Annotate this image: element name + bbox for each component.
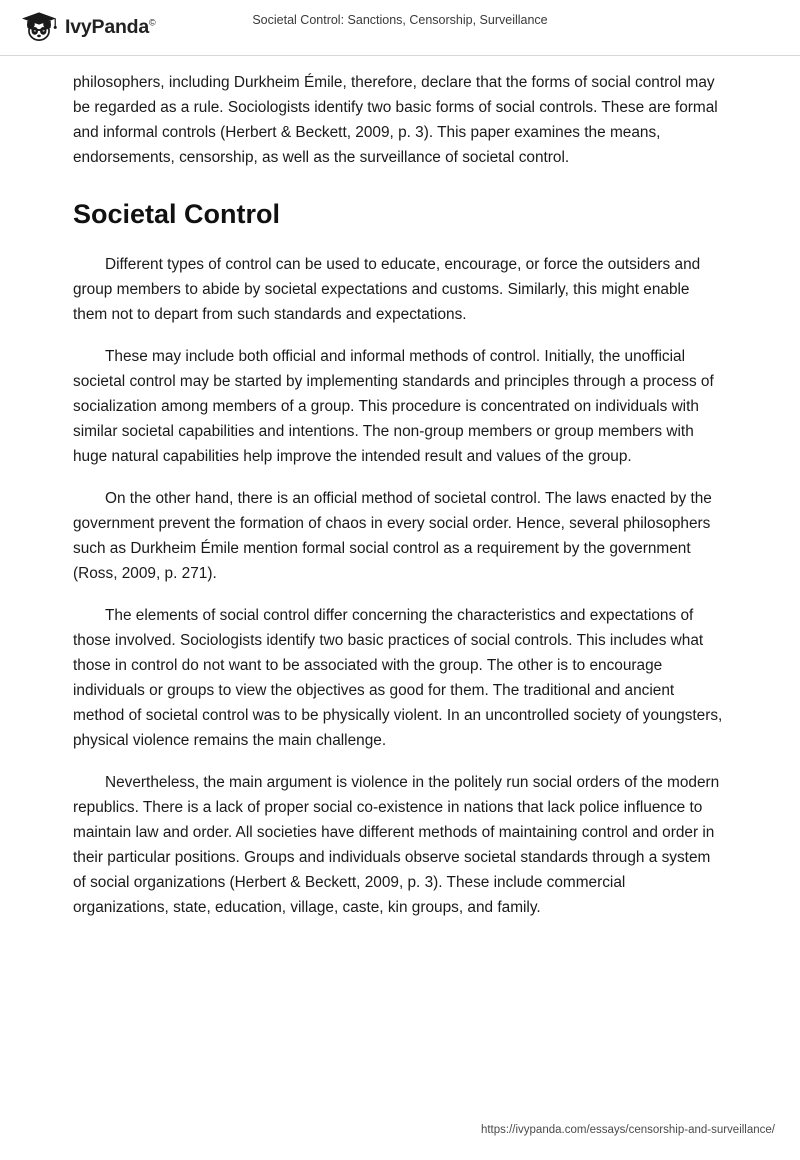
paragraph-intro: philosophers, including Durkheim Émile, therefore, declare that the forms of social control may be regarded as a rule. Sociologists identify two basic forms of social controls. These are formal and informal controls (Herbert & Beckett, 2009, p. 3). This paper examines the means, endorsements, censorship, as well as the surveillance of societal control. <box>73 74 718 166</box>
document-title: Societal Control: Sanctions, Censorship, Surveillance <box>252 13 548 27</box>
brand-copyright-mark: © <box>149 17 156 27</box>
paragraph-4: The elements of social control differ concerning the characteristics and expectations of those involved. Sociologists identify two basic practices of social controls. This includes what those in control do not want to be associated with the group. The other is to encourage individuals or groups to view the objectives as good for them. The traditional and ancient method of societal control was to be physically violent. In an uncontrolled society of youngsters, physical violence remains the main challenge. <box>73 607 723 749</box>
paragraph-2: These may include both official and informal methods of control. Initially, the unofficial societal control may be started by implementing standards and principles through a process of socialization among members of a group. This procedure is concentrated on individuals with similar societal capabilities and intentions. The non-group members or group members with huge natural capabilities help improve the intended result and values of the group. <box>73 348 714 465</box>
brand-name: IvyPanda© <box>65 15 156 38</box>
paragraph-5: Nevertheless, the main argument is violence in the politely run social orders of the modern republics. There is a lack of proper social co-existence in nations that lack police influence to maintain law and order. All societies have different methods of maintaining control and order in their particular positions. Groups and individuals observe societal standards through a system of social organizations (Herbert & Beckett, 2009, p. 3). These include commercial organizations, state, education, village, caste, kin groups, and family. <box>73 774 720 916</box>
paragraph-1: Different types of control can be used to educate, encourage, or force the outsiders and group members to abide by societal expectations and customs. Similarly, this might enable them not to depart from such standards and expectations. <box>73 256 701 323</box>
source-url-link[interactable]: https://ivypanda.com/essays/censorship-and-surveillance/ <box>480 1124 775 1136</box>
section-heading-societal-control: Societal Control <box>73 199 281 229</box>
page-header <box>0 0 800 56</box>
document-body <box>73 70 725 937</box>
header-divider <box>0 55 800 56</box>
paragraph-3: On the other hand, there is an official method of societal control. The laws enacted by the government prevent the formation of chaos in every social order. Hence, several philosophers such as Durkheim Émile mention formal social control as a requirement by the government (Ross, 2009, p. 271). <box>73 490 712 582</box>
page-footer <box>0 1120 800 1138</box>
